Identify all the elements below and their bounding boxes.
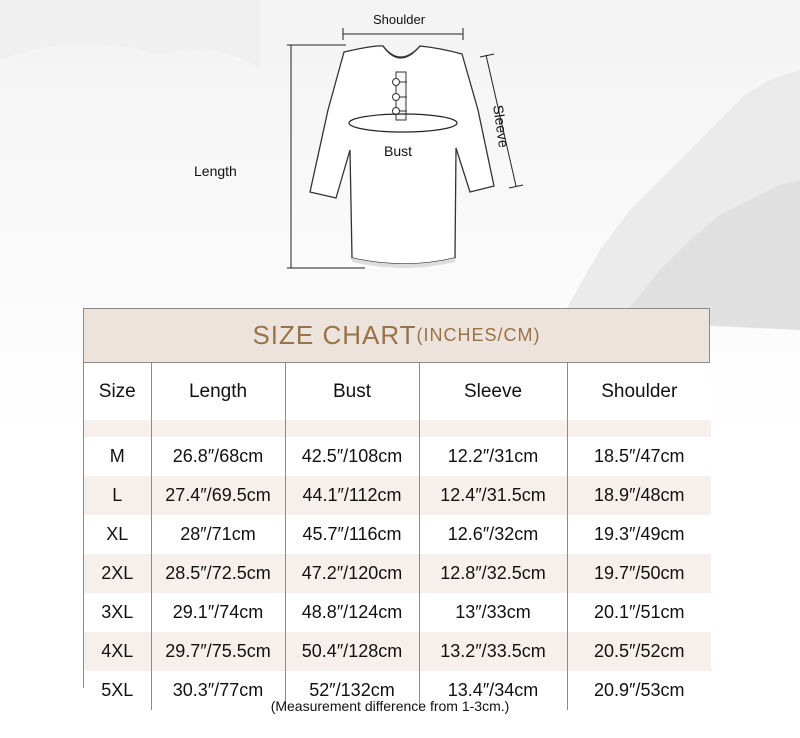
table-row <box>84 437 711 476</box>
measurement-cell: 28″/71cm <box>151 515 285 554</box>
table-row <box>84 593 711 632</box>
header-size: Size <box>84 363 151 420</box>
measurement-cell: 30.3″/77cm <box>151 671 285 710</box>
measurement-cell: 19.7″/50cm <box>567 554 711 593</box>
header-length: Length <box>151 363 285 420</box>
header-shoulder: Shoulder <box>567 363 711 420</box>
measurement-cell: 48.8″/124cm <box>285 593 419 632</box>
measurement-cell: 52″/132cm <box>285 671 419 710</box>
table-row <box>84 515 711 554</box>
size-cell: 2XL <box>84 554 151 593</box>
length-label: Length <box>194 163 237 179</box>
measurement-cell: 12.4″/31.5cm <box>419 476 567 515</box>
table-spacer-row <box>84 420 711 437</box>
measurement-cell: 50.4″/128cm <box>285 632 419 671</box>
shoulder-label: Shoulder <box>373 12 426 27</box>
table-row <box>84 632 711 671</box>
measurement-cell: 13.4″/34cm <box>419 671 567 710</box>
header-bust: Bust <box>285 363 419 420</box>
size-cell: L <box>84 476 151 515</box>
measurement-cell: 42.5″/108cm <box>285 437 419 476</box>
measurement-cell: 27.4″/69.5cm <box>151 476 285 515</box>
measurement-cell: 20.1″/51cm <box>567 593 711 632</box>
measurement-cell: 13.2″/33.5cm <box>419 632 567 671</box>
chart-title-band <box>84 309 709 363</box>
measurement-cell: 19.3″/49cm <box>567 515 711 554</box>
measurement-cell: 28.5″/72.5cm <box>151 554 285 593</box>
measurement-cell: 47.2″/120cm <box>285 554 419 593</box>
measurement-cell: 26.8″/68cm <box>151 437 285 476</box>
measurement-cell: 12.2″/31cm <box>419 437 567 476</box>
table-row <box>84 476 711 515</box>
table-row <box>84 554 711 593</box>
measurement-cell: 45.7″/116cm <box>285 515 419 554</box>
measurement-cell: 12.6″/32cm <box>419 515 567 554</box>
size-cell: 3XL <box>84 593 151 632</box>
size-table <box>84 363 711 710</box>
measurement-cell: 13″/33cm <box>419 593 567 632</box>
measurement-cell: 18.5″/47cm <box>567 437 711 476</box>
measurement-note: (Measurement difference from 1-3cm.) <box>270 698 510 714</box>
sleeve-label: Sleeve <box>490 104 512 149</box>
size-cell: XL <box>84 515 151 554</box>
measurement-cell: 12.8″/32.5cm <box>419 554 567 593</box>
measurement-cell: 44.1″/112cm <box>285 476 419 515</box>
size-cell: 5XL <box>84 671 151 710</box>
measurement-cell: 18.9″/48cm <box>567 476 711 515</box>
header-sleeve: Sleeve <box>419 363 567 420</box>
measurement-cell: 20.5″/52cm <box>567 632 711 671</box>
measurement-cell: 29.1″/74cm <box>151 593 285 632</box>
chart-title: SIZE CHART <box>252 320 417 350</box>
size-chart <box>83 308 710 700</box>
size-cell: 4XL <box>84 632 151 671</box>
measurement-cell: 29.7″/75.5cm <box>151 632 285 671</box>
bust-label: Bust <box>384 143 413 159</box>
size-cell: M <box>84 437 151 476</box>
chart-title-units: (INCHES/CM) <box>416 325 541 345</box>
garment-diagram <box>0 0 800 290</box>
measurement-cell: 20.9″/53cm <box>567 671 711 710</box>
